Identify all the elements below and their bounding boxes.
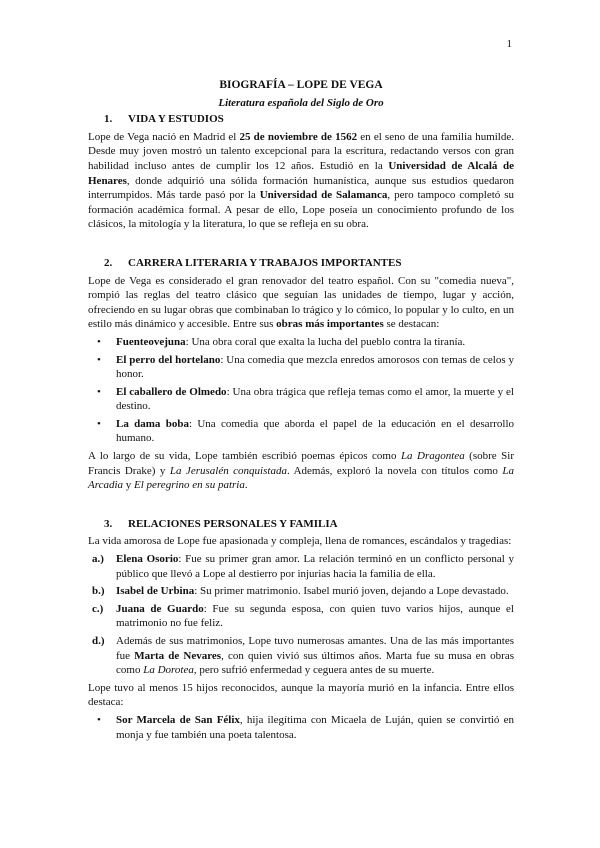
paragraph bbox=[88, 449, 514, 493]
work-title: El perro del hortelano bbox=[116, 353, 221, 366]
works-list bbox=[88, 335, 514, 446]
bullet-icon: • bbox=[97, 417, 101, 430]
text-run: y bbox=[123, 479, 135, 492]
text-run: Lope de Vega nació en Madrid el bbox=[88, 130, 240, 143]
text-run: (sobre Sir Francis Drake) y bbox=[88, 450, 514, 477]
person-name: Elena Osorio bbox=[116, 553, 179, 566]
text-run: se destacan: bbox=[383, 318, 440, 331]
section-number: 1. bbox=[104, 113, 113, 126]
bold-date: 25 de noviembre de 1562 bbox=[239, 130, 358, 143]
text-run: A lo largo de su vida, Lope también escribió poemas épicos como bbox=[88, 450, 401, 463]
section-heading-relaciones bbox=[88, 517, 514, 532]
work-description: : Una obra trágica que refleja temas como el amor, la muerte y el destino. bbox=[116, 385, 514, 413]
list-item bbox=[88, 584, 514, 599]
list-item bbox=[88, 353, 514, 382]
bullet-icon: • bbox=[97, 713, 101, 726]
work-title: Fuenteovejuna bbox=[116, 335, 186, 348]
list-item bbox=[88, 713, 514, 742]
list-item bbox=[88, 335, 514, 350]
text-run: . Además, exploró la novela con títulos como bbox=[286, 464, 503, 477]
section-number: 2. bbox=[104, 256, 113, 269]
list-item bbox=[88, 602, 514, 631]
text-run: , con quien vivió sus últimos años. Marta fue su musa en obras como bbox=[116, 649, 515, 677]
italic-title: La Jerusalén conquistada bbox=[169, 464, 287, 477]
work-description: : Una obra coral que exalta la lucha del pueblo contra la tiranía. bbox=[185, 335, 466, 348]
list-item bbox=[88, 385, 514, 414]
person-name: Sor Marcela de San Félix bbox=[116, 713, 240, 726]
section-number: 3. bbox=[104, 517, 113, 530]
work-title: El caballero de Olmedo bbox=[116, 385, 227, 398]
bold-university: Universidad de Alcalá de Henares bbox=[88, 159, 514, 187]
person-description: : Su primer matrimonio. Isabel murió joven, dejando a Lope devastado. bbox=[194, 585, 509, 598]
work-description: : Una comedia que mezcla enredos amorosos con temas de celos y honor. bbox=[116, 353, 515, 381]
document-title: BIOGRAFÍA – LOPE DE VEGA bbox=[219, 79, 383, 91]
paragraph bbox=[88, 274, 514, 332]
bullet-icon: • bbox=[97, 353, 101, 366]
list-marker: b.) bbox=[92, 585, 105, 598]
person-description: : Fue su segunda esposa, con quien tuvo varios hijos, aunque el matrimonio no fue feliz. bbox=[116, 602, 514, 630]
text-run: , pero sufrió enfermedad y ceguera antes de su muerte. bbox=[193, 664, 435, 677]
bold-phrase: obras más importantes bbox=[276, 318, 384, 331]
list-marker: c.) bbox=[92, 602, 104, 615]
paragraph bbox=[88, 130, 514, 232]
section-heading-carrera bbox=[88, 256, 514, 271]
person-description: , hija ilegítima con Micaela de Luján, quien se convirtió en monja y fue también una poeta talentosa. bbox=[116, 713, 515, 741]
bullet-icon: • bbox=[97, 335, 101, 348]
text-run: Lope de Vega es considerado el gran renovador del teatro español. Con su "comedia nueva", rompió las reglas del teatro clásico que seguían las unidades de tiempo, lugar y acción, ofreciendo en su lugar obras que combinaban lo trágico y lo cómico, lo popular y lo culto, en un estilo más dinámico y accesible. Entre sus bbox=[88, 274, 514, 331]
text-run: , donde adquirió una sólida formación humanística, aunque sus estudios quedaron interrumpidos. Más tarde pasó por la bbox=[88, 174, 514, 202]
work-description: : Una comedia que aborda el papel de la educación en el desarrollo humano. bbox=[116, 417, 515, 445]
section-title: VIDA Y ESTUDIOS bbox=[128, 113, 224, 126]
page-number: 1 bbox=[506, 38, 512, 50]
italic-title: El peregrino en su patria bbox=[134, 479, 245, 492]
document-body bbox=[88, 78, 514, 745]
list-marker: d.) bbox=[92, 635, 105, 647]
person-name: Marta de Nevares bbox=[134, 649, 222, 662]
paragraph: Lope tuvo al menos 15 hijos reconocidos, aunque la mayoría murió en la infancia. Entre ellos destaca: bbox=[88, 681, 514, 709]
list-item bbox=[88, 634, 514, 678]
list-marker: a.) bbox=[92, 553, 104, 566]
italic-title: La Arcadia bbox=[88, 464, 514, 492]
person-name: Juana de Guardo bbox=[116, 602, 204, 615]
person-name: Isabel de Urbina bbox=[116, 585, 195, 598]
paragraph: La vida amorosa de Lope fue apasionada y compleja, llena de romances, escándalos y tragedias: bbox=[88, 535, 512, 548]
list-item bbox=[88, 417, 514, 446]
text-run: en el seno de una familia humilde. Desde muy joven mostró un talento excepcional para la escritura, redactando versos con gran habilidad incluso antes de cumplir los 12 años. Estudió en la bbox=[88, 130, 514, 172]
text-run: . bbox=[244, 479, 248, 492]
text-run: Además de sus matrimonios, Lope tuvo numerosas amantes. Una de las más importantes fue bbox=[116, 635, 514, 662]
children-list bbox=[88, 713, 514, 742]
section-heading-vida bbox=[88, 112, 514, 127]
relationships-list bbox=[88, 552, 514, 678]
bullet-icon: • bbox=[97, 385, 101, 398]
list-item bbox=[88, 552, 514, 581]
italic-title: La Dragontea bbox=[400, 450, 465, 463]
section-title: CARRERA LITERARIA Y TRABAJOS IMPORTANTES bbox=[128, 256, 402, 269]
italic-title: La Dorotea bbox=[143, 664, 194, 677]
document-subtitle: Literatura española del Siglo de Oro bbox=[218, 96, 384, 109]
bold-university: Universidad de Salamanca bbox=[259, 189, 388, 202]
section-title: RELACIONES PERSONALES Y FAMILIA bbox=[128, 517, 338, 530]
text-run: , pero tampoco completó su formación académica formal. A pesar de ello, Lope poseía un conocimiento profundo de los clásicos, la mitología y la literatura, lo que se refleja en su obra. bbox=[88, 189, 514, 231]
person-description: : Fue su primer gran amor. La relación terminó en un conflicto personal y público que llevó a Lope al destierro por injurias hacia la familia de ella. bbox=[116, 553, 514, 580]
work-title: La dama boba bbox=[116, 417, 189, 430]
